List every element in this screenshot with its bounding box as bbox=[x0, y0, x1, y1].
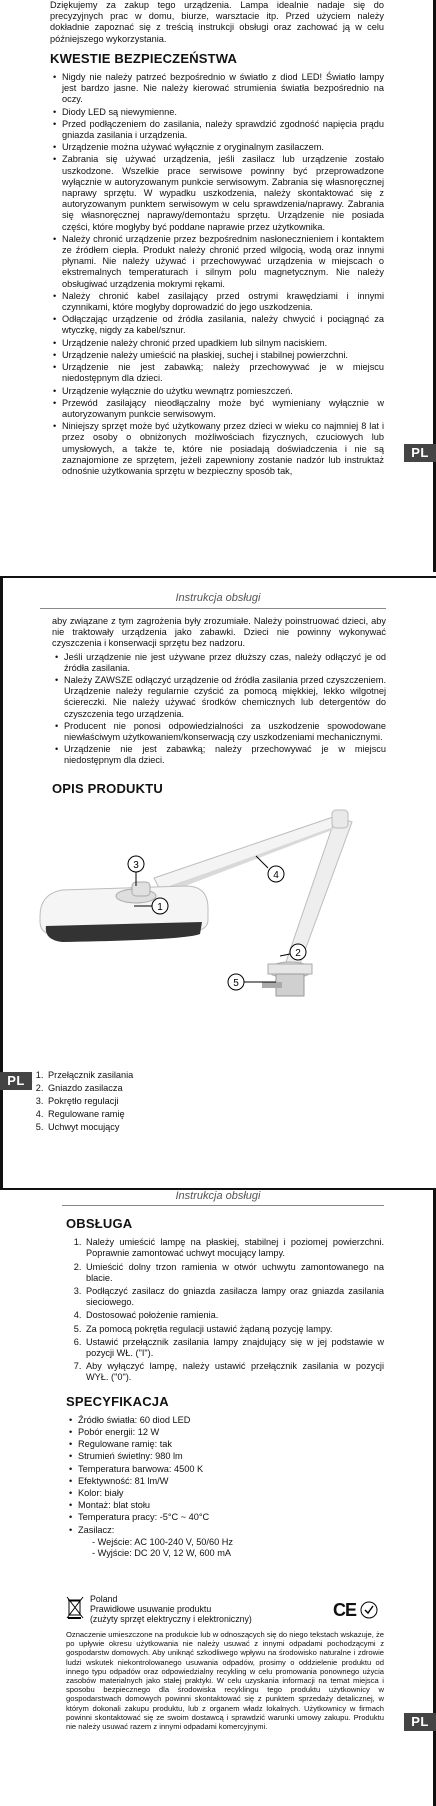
safety-item: • Urządzenie można używać wyłącznie z oryginalnym zasilaczem. bbox=[62, 142, 384, 153]
spec-title: SPECYFIKACJA bbox=[66, 1393, 169, 1409]
svg-text:2: 2 bbox=[295, 948, 301, 959]
disposal-text: Oznaczenie umieszczone na produkcie lub w odnoszących się do niego tekstach wskazuje, że po upływie okresu użytkowania nie należy usuwać z innymi odpadami pochodzącymi z gospodarstw domowych. Aby uniknąć szkodliwego wpływu na środowisko naturalne i zdrowie ludzi wskutek niekontrolowanego usuwania odpadów, prosimy o oddzielenie produktu od innego typu odpadów oraz odpowiedzialny recykling w celu promowania ponownego użycia zasobów materialnych jako stałej praktyki. W celu uzyskania informacji na temat miejsca i sposobu bezpiecznego dla środowiska recyklingu tego produktu użytkownicy w gospodarstwach domowych powinni skontaktować się z punktem sprzedaży detalicznej, w którym dokonali zakupu produktu, lub z organem władz lokalnych. Użytkownicy w firmach powinni skontaktować się ze swoim dostawcą i sprawdzić warunki umowy zakupu. Produktu nie należy usuwać razem z innymi odpadami komercyjnymi. bbox=[66, 1630, 384, 1732]
operation-step: 3. Podłączyć zasilacz do gniazda zasilacza lampy oraz gniazda zasilania sieciowego. bbox=[84, 1286, 384, 1308]
operation-step: 1. Należy umieścić lampę na płaskiej, stabilnej i poziomej powierzchni. Poprawnie zamontować uchwyt mocujący lampy. bbox=[84, 1237, 384, 1259]
weee-line-1: Prawidłowe usuwanie produktu bbox=[90, 1604, 212, 1614]
safety-item: • Diody LED są niewymienne. bbox=[62, 107, 384, 118]
certification-marks bbox=[333, 1600, 378, 1620]
spec-item: • Kolor: biały bbox=[78, 1488, 384, 1499]
safety-item: • Odłączając urządzenie od źródła zasilania, należy chwycić i pociągnąć za wtyczkę, nigdy za kabel/sznur. bbox=[62, 314, 384, 336]
operation-title: OBSŁUGA bbox=[66, 1216, 133, 1231]
operation-step: 2. Umieścić dolny trzon ramienia w otwór uchwytu zamontowanego na blacie. bbox=[84, 1262, 384, 1284]
manual-page-2 bbox=[0, 576, 436, 1190]
safety-item: • Należy chronić kabel zasilający przed ostrymi krawędziami i innymi czynnikami, które mogłyby doprowadzić do jego uszkodzenia. bbox=[62, 291, 384, 313]
lamp-diagram bbox=[36, 786, 396, 1001]
safety-item: • Przed podłączeniem do zasilania, należy sprawdzić zgodność napięcia prądu gniazda zasilania i urządzenia. bbox=[62, 119, 384, 141]
legend-item: 4. Regulowane ramię bbox=[46, 1109, 246, 1120]
svg-text:5: 5 bbox=[233, 978, 239, 989]
safety-list bbox=[50, 72, 384, 477]
callout-4 bbox=[256, 856, 284, 882]
continued-paragraph: aby związane z tym zagrożenia były zrozumiałe. Należy poinstruować dzieci, aby nie traktowały urządzenia jako zabawki. Dzieci nie powinny wykonywać czyszczenia i konserwacji sprzętu bez nadzoru. bbox=[52, 616, 386, 649]
weee-block bbox=[66, 1594, 266, 1626]
running-header: Instrukcja obsługi bbox=[175, 1190, 261, 1202]
callout-2 bbox=[280, 944, 306, 960]
running-header: Instrukcja obsługi bbox=[175, 592, 261, 604]
care-item: • Należy ZAWSZE odłączyć urządzenie od źródła zasilania przed czyszczeniem. Urządzenie należy regularnie czyścić za pomocą miękkiej, lekko wilgotnej ściereczki. Nie należy używać środków chemicznych lub detergentów do czyszczenia tego urządzenia. bbox=[64, 675, 386, 720]
ce-mark: CE bbox=[332, 1599, 356, 1620]
safety-title: KWESTIE BEZPIECZEŃSTWA bbox=[50, 50, 238, 66]
legend-item: 2. Gniazdo zasilacza bbox=[46, 1083, 246, 1094]
spec-item: • Pobór energii: 12 W bbox=[78, 1427, 384, 1438]
operation-step: 6. Ustawić przełącznik zasilania lampy znajdujący się w jej podstawie w pozycji WŁ. ("I"). bbox=[84, 1337, 384, 1359]
language-tab: PL bbox=[404, 1713, 436, 1731]
weee-line-2: (zużyty sprzęt elektryczny i elektroniczny) bbox=[90, 1614, 252, 1624]
legend-item: 3. Pokrętło regulacji bbox=[46, 1096, 246, 1107]
spec-item: • Źródło światła: 60 diod LED bbox=[78, 1415, 384, 1426]
weee-country: Poland bbox=[90, 1594, 118, 1604]
psu-item: - Wejście: AC 100-240 V, 50/60 Hz bbox=[92, 1537, 384, 1548]
svg-text:4: 4 bbox=[273, 870, 279, 881]
lamp-head bbox=[40, 882, 208, 942]
legend-item: 5. Uchwyt mocujący bbox=[46, 1122, 246, 1133]
safety-item: • Urządzenie należy chronić przed upadkiem lub silnym naciskiem. bbox=[62, 338, 384, 349]
spec-item: • Efektywność: 81 lm/W bbox=[78, 1476, 384, 1487]
header-rule bbox=[62, 1205, 384, 1206]
page-edge bbox=[0, 578, 3, 1188]
spec-list bbox=[66, 1415, 384, 1536]
operation-step: 7. Aby wyłączyć lampę, należy ustawić przełącznik zasilania w pozycji WYŁ. ("0"). bbox=[84, 1361, 384, 1383]
safety-item: • Przewód zasilający nieodłączalny może być wymieniany wyłącznie w autoryzowanym punkcie serwisowym. bbox=[62, 398, 384, 420]
operation-steps bbox=[66, 1237, 384, 1383]
care-item: • Jeśli urządzenie nie jest używane przez dłuższy czas, należy odłączyć je od źródła zasilania. bbox=[64, 652, 386, 674]
spec-item: • Montaż: blat stołu bbox=[78, 1500, 384, 1511]
safety-item: • Urządzenie należy umieścić na płaskiej, suchej i stabilnej powierzchni. bbox=[62, 350, 384, 361]
language-tab: PL bbox=[0, 1072, 32, 1090]
spec-item: • Zasilacz: bbox=[78, 1525, 384, 1536]
crossed-bin-icon bbox=[66, 1596, 84, 1620]
svg-text:1: 1 bbox=[157, 902, 163, 913]
psu-list bbox=[66, 1537, 384, 1559]
care-list bbox=[52, 652, 386, 767]
manual-page-3 bbox=[0, 1190, 436, 1806]
safety-item: • Niniejszy sprzęt może być użytkowany przez dzieci w wieku co najmniej 8 lat i przez osoby o obniżonych możliwościach fizycznych, czuciowych lub umysłowych, a także te, które nie posiadają doświadczenia i nie są zaznajomione ze sprzętem, jeżeli zapewniony zostanie nadzór lub instruktaż odnośnie użytkowania sprzętu w bezpieczny sposób tak, bbox=[62, 421, 384, 477]
clamp-base bbox=[262, 962, 312, 996]
operation-step: 5. Za pomocą pokrętła regulacji ustawić żądaną pozycję lampy. bbox=[84, 1324, 384, 1335]
spec-item: • Temperatura barwowa: 4500 K bbox=[78, 1464, 384, 1475]
safety-item: • Urządzenie nie jest zabawką; należy przechowywać je w miejscu niedostępnym dla dzieci. bbox=[62, 362, 384, 384]
header-rule bbox=[40, 608, 386, 609]
safety-item: • Nigdy nie należy patrzeć bezpośrednio w światło z diod LED! Światło lampy jest bardzo jasne. Nie należy kierować strumienia światła bezpośrednio na oczy. bbox=[62, 72, 384, 106]
care-item: • Producent nie ponosi odpowiedzialności za uszkodzenie spowodowane niewłaściwym użytkowaniem/konserwacją czy uszkodzeniami mechanicznymi. bbox=[64, 721, 386, 743]
intro-paragraph: Dziękujemy za zakup tego urządzenia. Lampa idealnie nadaje się do precyzyjnych prac w domu, biurze, warsztacie itp. Przed użyciem należy dokładnie zapoznać się z treścią instrukcji obsługi oraz zachować ją w celu późniejszego wykorzystania. bbox=[50, 0, 384, 44]
spec-item: • Regulowane ramię: tak bbox=[78, 1439, 384, 1450]
parts-legend bbox=[26, 1070, 246, 1135]
safety-item: • Należy chronić urządzenie przez bezpośrednim nasłonecznieniem i kontaktem ze źródłem ciepła. Produkt należy chronić przed wilgocią, wodą oraz innymi płynami. Nie należy używać i przechowywać urządzenia w miejscach o ekstremalnych temperaturach i silnym polu magnetycznym. Nie należy obsługiwać urządzenia mokrymi rękami. bbox=[62, 234, 384, 290]
legend-item: 1. Przełącznik zasilania bbox=[46, 1070, 246, 1081]
safety-item: • Urządzenie wyłącznie do użytku wewnątrz pomieszczeń. bbox=[62, 386, 384, 397]
operation-step: 4. Dostosować położenie ramienia. bbox=[84, 1310, 384, 1321]
spec-item: • Strumień świetlny: 980 lm bbox=[78, 1451, 384, 1462]
manual-page-1 bbox=[0, 0, 436, 572]
spec-item: • Temperatura pracy: -5°C ~ 40°C bbox=[78, 1512, 384, 1523]
svg-text:3: 3 bbox=[133, 860, 139, 871]
language-tab: PL bbox=[404, 444, 436, 462]
psu-item: - Wyjście: DC 20 V, 12 W, 600 mA bbox=[92, 1548, 384, 1559]
description-title: OPIS PRODUKTU bbox=[52, 780, 163, 796]
safety-item: • Zabrania się używać urządzenia, jeśli zasilacz lub urządzenie zostało uszkodzone. Wszelkie prace serwisowe powinny być przeprowadzone wyłącznie w autoryzowanym punkcie serwisowym. Zabrania się własnoręcznej naprawy sprzętu. W wypadku uszkodzenia, należy skontaktować się z autoryzowanym punktem serwisowym w celu sprawdzenia/naprawy. Zabrania się własnoręcznej naprawy/demontażu sprzętu. Urządzenie nie posiada części, które mogłyby być poddane naprawie przez użytkownika. bbox=[62, 154, 384, 232]
rohs-icon bbox=[360, 1601, 378, 1619]
care-item: • Urządzenie nie jest zabawką; należy przechowywać je w miejscu niedostępnym dla dzieci. bbox=[64, 744, 386, 766]
